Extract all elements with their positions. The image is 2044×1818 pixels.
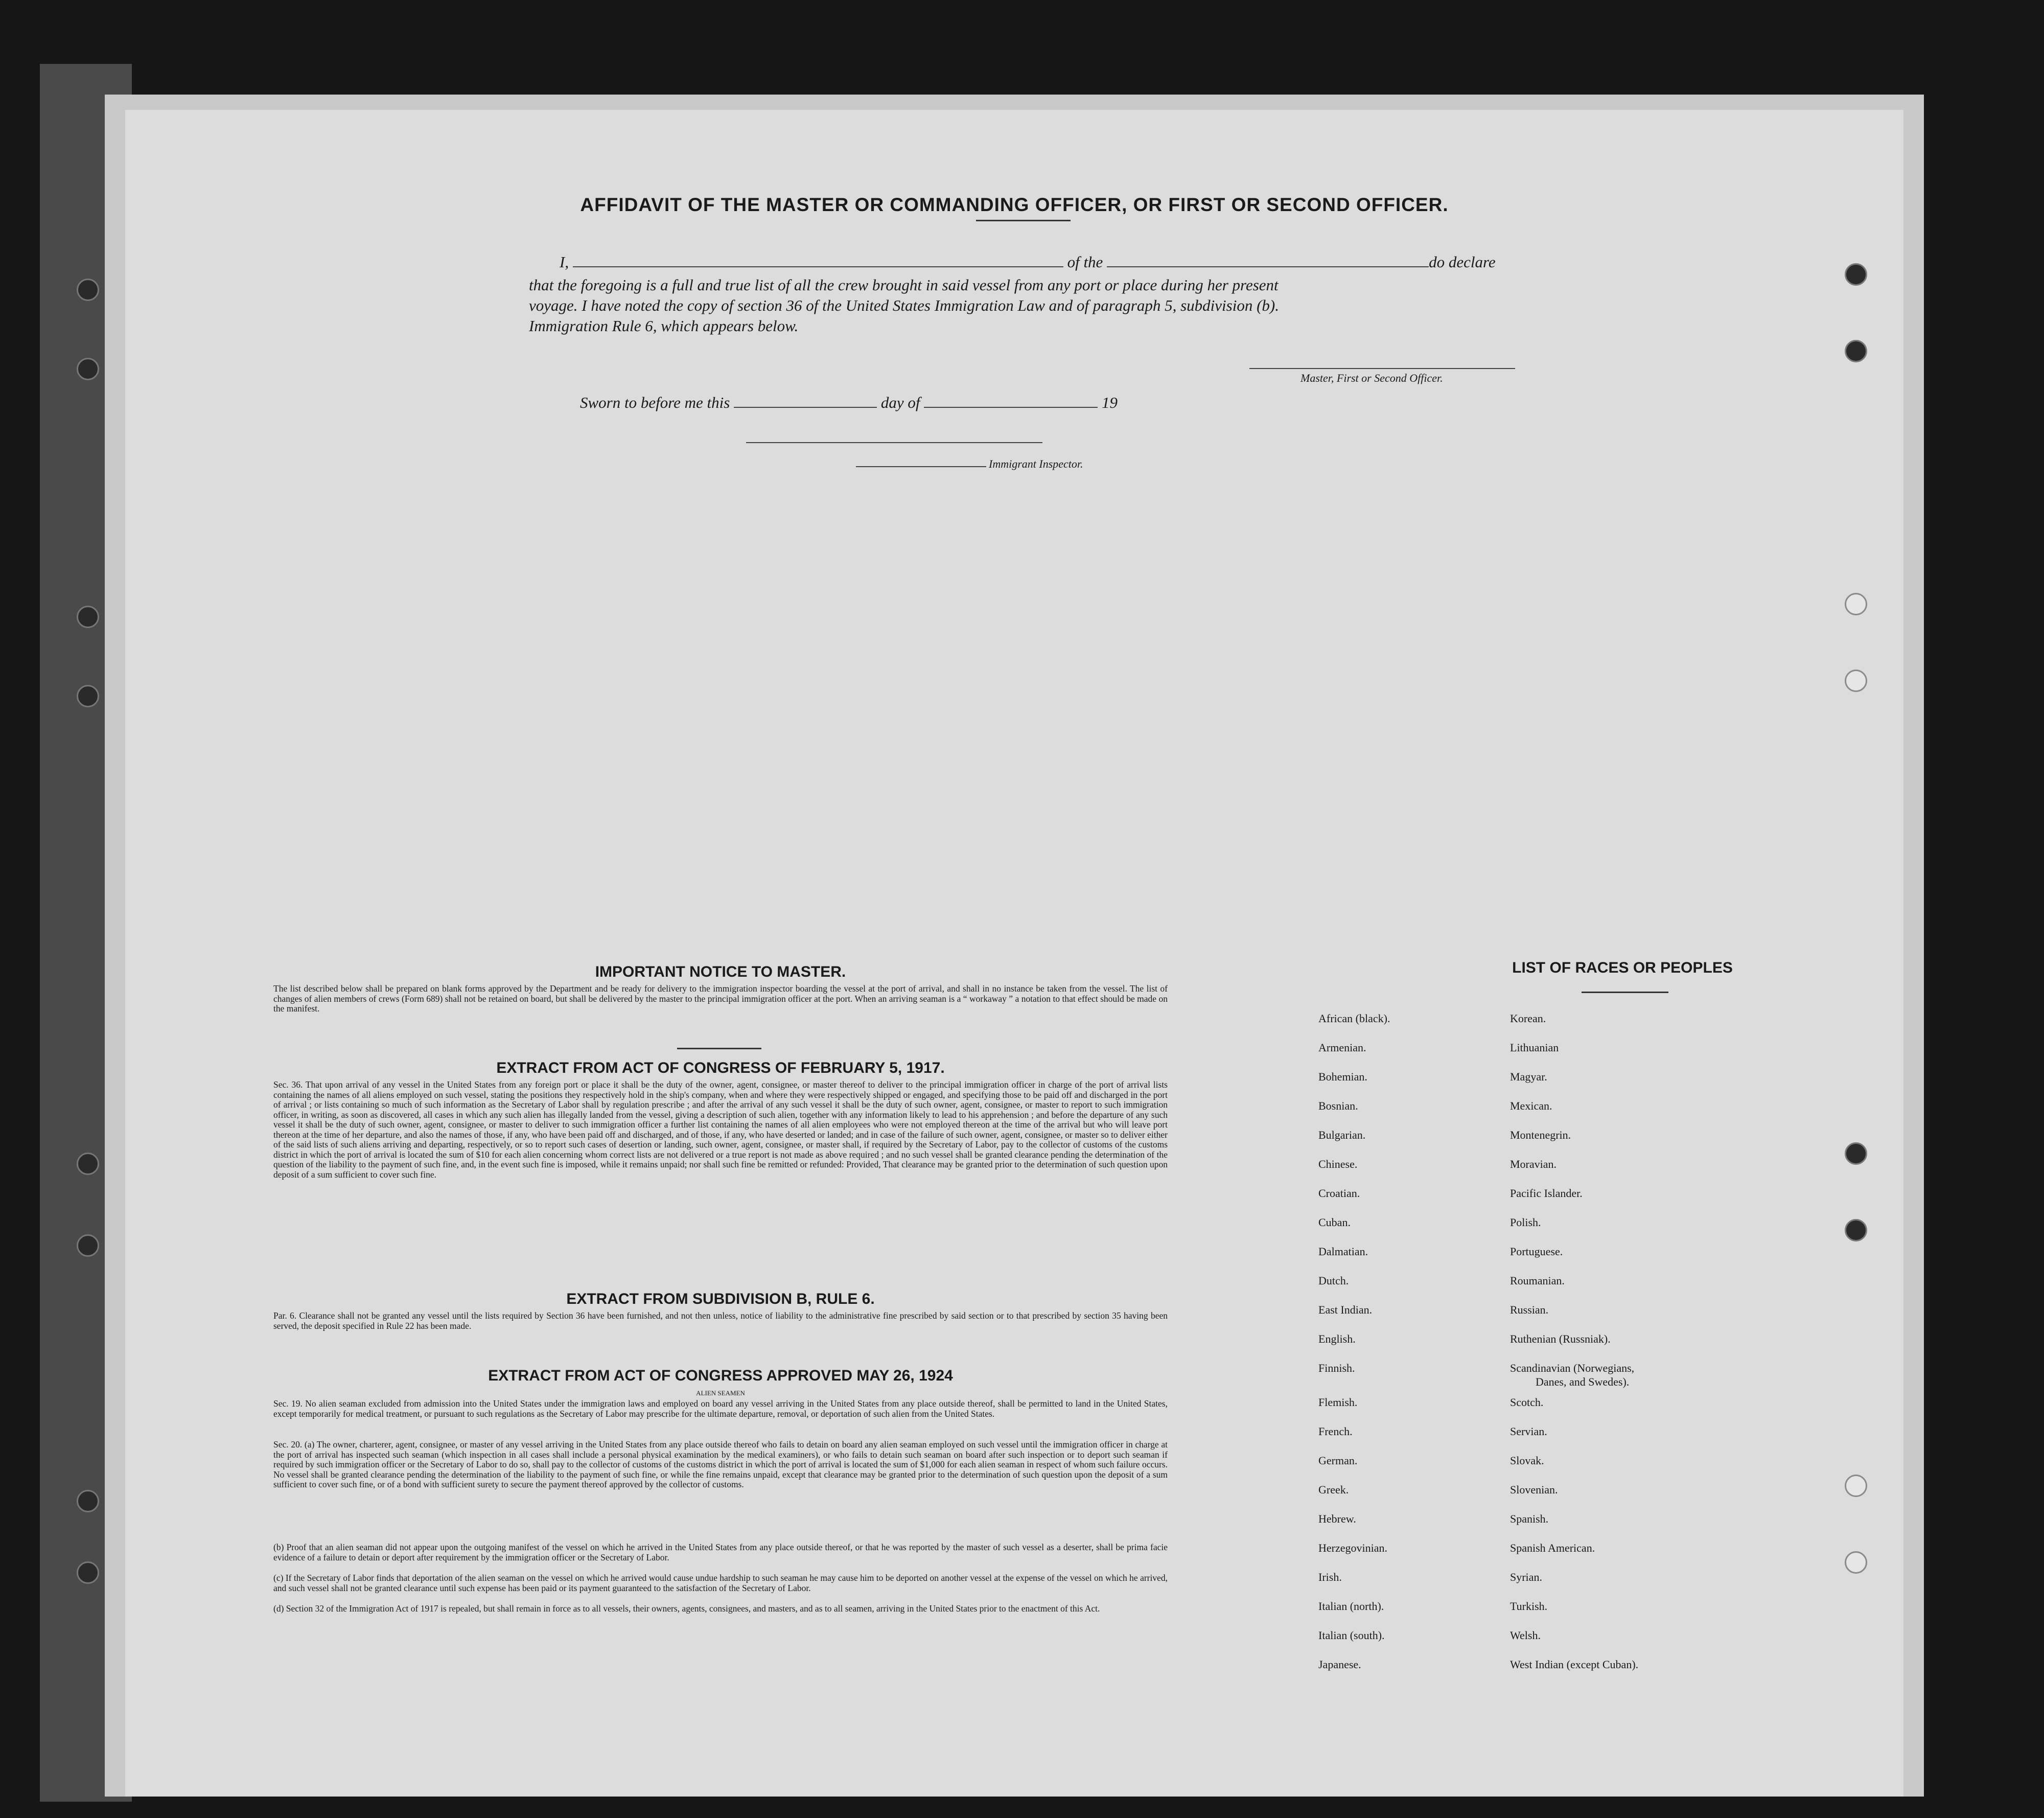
extract-1917-title: EXTRACT FROM ACT OF CONGRESS OF FEBRUARY 5, 1917. — [496, 1060, 945, 1076]
race-item: Spanish American. — [1510, 1541, 1595, 1554]
race-item: Croatian. — [1318, 1187, 1360, 1200]
race-item: Slovak. — [1510, 1454, 1544, 1467]
extract-1924-subhead: ALIEN SEAMEN — [696, 1389, 745, 1397]
declaration-body-2: voyage. I have noted the copy of section 36 of the United States Immigration Law and of paragraph 5, subdivision (b). — [529, 296, 1279, 314]
sworn-line — [580, 394, 1118, 412]
race-item: Herzegovinian. — [1318, 1541, 1387, 1554]
binder-hole-icon — [77, 606, 99, 628]
race-item: Roumanian. — [1510, 1274, 1565, 1287]
race-item: West Indian (except Cuban). — [1510, 1658, 1639, 1671]
race-item: Italian (north). — [1318, 1600, 1384, 1613]
race-item: Scotch. — [1510, 1396, 1544, 1409]
binder-hole-icon — [77, 279, 99, 301]
binder-hole-icon — [1845, 1475, 1867, 1497]
extract-1924-sec20c: (c) If the Secretary of Labor finds that deportation of the alien seaman on the vessel on which he arrived would cause undue hardship to such seaman he may cause him to be deported on another vessel at the expense of the vessel on which he arrived, and such vessel shall not be granted clearance until such expense has been paid or its payment guaranteed to the satisfaction of the Secretary of Labor. — [273, 1573, 1168, 1593]
month-blank[interactable] — [924, 407, 1098, 408]
master-signature-line[interactable] — [1249, 368, 1515, 369]
race-item: Finnish. — [1318, 1362, 1355, 1374]
label-i: I, — [560, 253, 569, 271]
race-item: Slovenian. — [1510, 1483, 1558, 1496]
label-sworn: Sworn to before me this — [580, 394, 730, 411]
binder-hole-icon — [77, 1561, 99, 1584]
extract-rule6-text: Par. 6. Clearance shall not be granted any vessel until the lists required by Section 36 have been furnished, and not then unless, notice of liability to the administrative fine prescribed by said section or to that prescribed by section 35 having been served, the deposit specified in Rule 22 has been made. — [273, 1310, 1168, 1331]
race-item: Scandinavian (Norwegians, — [1510, 1362, 1635, 1374]
race-item: East Indian. — [1318, 1303, 1373, 1316]
binder-hole-icon — [1845, 670, 1867, 692]
race-item: Turkish. — [1510, 1600, 1548, 1613]
race-item: Mexican. — [1510, 1099, 1552, 1112]
races-title: LIST OF RACES OR PEOPLES — [1512, 959, 1733, 976]
binder-hole-icon — [1845, 340, 1867, 362]
binder-hole-icon — [1845, 593, 1867, 615]
label-year: 19 — [1101, 394, 1118, 411]
race-item: Japanese. — [1318, 1658, 1361, 1671]
races-rule — [1582, 992, 1668, 993]
label-of-the: of the — [1067, 253, 1103, 271]
label-do-declare: do declare — [1429, 253, 1496, 271]
race-item: Chinese. — [1318, 1158, 1358, 1170]
race-item: Magyar. — [1510, 1070, 1547, 1083]
binder-hole-icon — [77, 1234, 99, 1257]
race-item: Lithuanian — [1510, 1041, 1559, 1054]
race-item: French. — [1318, 1425, 1353, 1438]
day-blank[interactable] — [734, 407, 877, 408]
extract-1924-sec20a: Sec. 20. (a) The owner, charterer, agent, consignee, or master of any vessel arriving in the United States from any place outside thereof who fails to detain on board any alien seaman employed on such vessel until the immigration officer in charge at the port of arrival has inspected such seaman (which inspection in all cases shall include a personal physical examination by the medical examiners), or who fails to detain such seaman on board after such inspection or to deport such seaman if required by such immigration officer or the Secretary of Labor to do so, shall pay to the collector of customs of the customs district in which the port of arrival is located the sum of $1,000 for each alien seaman in respect of whom such failure occurs. No vessel shall be granted clearance pending the determination of the liability to the payment of such fine, or while the fine remains unpaid, except that clearance may be granted prior to the determination of such question upon the deposit of a sum sufficient to cover such fine, or of a bond with sufficient surety to secure the payment thereof approved by the collector of customs. — [273, 1439, 1168, 1489]
extract-1924-title: EXTRACT FROM ACT OF CONGRESS APPROVED MAY 26, 1924 — [488, 1367, 953, 1384]
document-page — [125, 110, 1903, 1797]
binder-hole-icon — [1845, 1142, 1867, 1165]
race-item: Montenegrin. — [1510, 1129, 1571, 1141]
master-label: Master, First or Second Officer. — [1300, 372, 1443, 384]
notice-text: The list described below shall be prepared on blank forms approved by the Department and be ready for delivery to the immigration inspector boarding the vessel at the port of arrival, and shall in no instance be taken from the vessel. The list of changes of alien members of crews (Form 689) shall not be retained on board, but shall be delivered by the master to the principal immigration officer at the port. When an arriving seaman is a “ workaway ” a notation to that effect should be made on the manifest. — [273, 983, 1168, 1014]
race-item: Greek. — [1318, 1483, 1349, 1496]
race-item: Hebrew. — [1318, 1512, 1356, 1525]
affidavit-title: AFFIDAVIT OF THE MASTER OR COMMANDING OFFICER, OR FIRST OR SECOND OFFICER. — [580, 194, 1449, 215]
race-item: Moravian. — [1510, 1158, 1557, 1170]
label-day-of: day of — [880, 394, 920, 411]
race-item: Syrian. — [1510, 1571, 1542, 1583]
extract-1917-text: Sec. 36. That upon arrival of any vessel in the United States from any foreign port or place it shall be the duty of the owner, agent, consignee, or master thereof to deliver to the principal immigration officer in charge of the port of arrival lists containing the names of all aliens employed on such vessel, stating the positions they respectively hold in the ship's company, when and where they were respectively shipped or engaged, and specifying those to be paid off and discharged in the port of arrival ; or lists containing so much of such information as the Secretary of Labor shall by regulation prescribe ; and after the arrival of any such vessel it shall be the duty of such owner, agent, consignee, or master to report to such immigration officer, in writing, as soon as discovered, all cases in which any such alien has illegally landed from the vessel, giving a description of such alien, together with any information likely to lead to his apprehension ; and before the departure of any such vessel it shall be the duty of such owner, agent, consignee, or master to deliver to such immigration officer a further list containing the names of all alien employees who were not employed thereon at the time of the arrival but who will leave port thereon at the time of her departure, and also the names of those, if any, who have been paid off and discharged, and of those, if any, who have deserted or landed; and in case of the failure of such owner, agent, consignee, or master so to deliver either of the said lists of such aliens arriving and departing, respectively, or so to report such cases of desertion or landing, such owner, agent, consignee, or master shall, if required by the Secretary of Labor, pay to the collector of customs of the customs district in which the port of arrival is located the sum of $10 for each alien concerning whom correct lists are not delivered or a true report is not made as above required ; and no such vessel shall be granted clearance pending the determination of the question of the liability to the payment of such fine, and, in the event such fine is imposed, while it remains unpaid; nor shall such fine be remitted or refunded: Provided, That clearance may be granted prior to the determination of such question upon deposit of a sum sufficient to cover such fine. — [273, 1079, 1168, 1180]
binder-hole-icon — [77, 1490, 99, 1512]
race-item: Russian. — [1510, 1303, 1549, 1316]
race-item: Flemish. — [1318, 1396, 1358, 1409]
extract-1924-sec19: Sec. 19. No alien seaman excluded from admission into the United States under the immigration laws and employed on board any vessel arriving in the United States from any place outside thereof, shall be permitted to land in the United States, except temporarily for medical treatment, or pursuant to such regulations as the Secretary of Labor may prescribe for the ultimate departure, removal, or deportation of such alien from the United States. — [273, 1398, 1168, 1419]
race-item: Bulgarian. — [1318, 1129, 1366, 1141]
race-item: Portuguese. — [1510, 1245, 1563, 1258]
race-item: Polish. — [1510, 1216, 1541, 1229]
race-item: Servian. — [1510, 1425, 1547, 1438]
declaration-body-3: Immigration Rule 6, which appears below. — [529, 317, 799, 335]
race-item: Welsh. — [1510, 1629, 1541, 1642]
extract-rule6-title: EXTRACT FROM SUBDIVISION B, RULE 6. — [566, 1291, 875, 1307]
binder-hole-icon — [77, 1153, 99, 1175]
race-item-continuation: Danes, and Swedes). — [1536, 1375, 1630, 1388]
binder-hole-icon — [77, 685, 99, 707]
race-item: Dalmatian. — [1318, 1245, 1368, 1258]
declaration-line — [560, 253, 1496, 271]
binder-hole-icon — [1845, 263, 1867, 286]
race-item: Dutch. — [1318, 1274, 1349, 1287]
binder-hole-icon — [1845, 1551, 1867, 1574]
race-item: German. — [1318, 1454, 1358, 1467]
binder-hole-icon — [1845, 1219, 1867, 1241]
section-rule — [677, 1048, 761, 1049]
vessel-blank[interactable] — [1107, 266, 1429, 267]
declaration-body-1: that the foregoing is a full and true list of all the crew brought in said vessel from any port or place during her present — [529, 276, 1279, 294]
binder-hole-icon — [77, 358, 99, 380]
title-rule — [976, 220, 1071, 221]
race-item: Bohemian. — [1318, 1070, 1367, 1083]
notice-title: IMPORTANT NOTICE TO MASTER. — [595, 963, 846, 980]
inspector-short-line — [856, 466, 986, 467]
inspector-signature-line[interactable] — [746, 442, 1042, 443]
race-item: Irish. — [1318, 1571, 1342, 1583]
race-item: African (black). — [1318, 1012, 1390, 1025]
extract-1924-sec20b: (b) Proof that an alien seaman did not appear upon the outgoing manifest of the vessel on which he arrived in the United States from any place outside thereof, or that he was reported by the master of such vessel as a deserter, shall be prima facie evidence of a failure to detain or deport after requirement by the immigration officer or the Secretary of Labor. — [273, 1542, 1168, 1562]
race-item: Bosnian. — [1318, 1099, 1358, 1112]
extract-1924-sec20d: (d) Section 32 of the Immigration Act of 1917 is repealed, but shall remain in force as to all vessels, their owners, agents, consignees, and masters, and as to all seamen, arriving in the United States prior to the enactment of this Act. — [273, 1603, 1100, 1614]
race-item: Italian (south). — [1318, 1629, 1385, 1642]
race-item: Cuban. — [1318, 1216, 1351, 1229]
inspector-label: Immigrant Inspector. — [989, 457, 1083, 470]
name-blank[interactable] — [573, 266, 1063, 267]
race-item: Korean. — [1510, 1012, 1546, 1025]
race-item: Ruthenian (Russniak). — [1510, 1332, 1611, 1345]
race-item: Pacific Islander. — [1510, 1187, 1583, 1200]
race-item: Spanish. — [1510, 1512, 1549, 1525]
race-item: English. — [1318, 1332, 1356, 1345]
race-item: Armenian. — [1318, 1041, 1366, 1054]
